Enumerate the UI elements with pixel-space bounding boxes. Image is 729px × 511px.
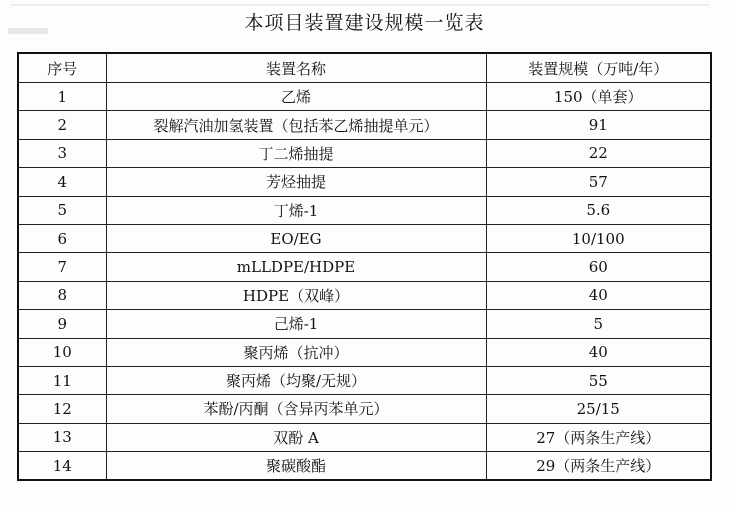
table-row [18, 139, 711, 167]
table-row [18, 281, 711, 309]
cell-name: 芳烃抽提 [106, 168, 486, 196]
cell-scale: 25/15 [486, 395, 711, 423]
cell-scale: 57 [486, 168, 711, 196]
cell-name: HDPE（双峰） [106, 281, 486, 309]
cell-name: 丁烯-1 [106, 196, 486, 224]
table-row [18, 366, 711, 394]
scan-artifact [10, 4, 710, 6]
table-row [18, 83, 711, 111]
column-header-name: 装置名称 [106, 53, 486, 83]
table-row [18, 452, 711, 481]
cell-no: 9 [18, 310, 106, 338]
table-row [18, 224, 711, 252]
cell-name: 苯酚/丙酮（含异丙苯单元） [106, 395, 486, 423]
table-row [18, 253, 711, 281]
cell-scale: 40 [486, 338, 711, 366]
cell-name: EO/EG [106, 224, 486, 252]
cell-scale: 40 [486, 281, 711, 309]
column-header-no: 序号 [18, 53, 106, 83]
table-row [18, 338, 711, 366]
cell-scale: 22 [486, 139, 711, 167]
table-row [18, 196, 711, 224]
cell-no: 8 [18, 281, 106, 309]
cell-name: 聚丙烯（均聚/无规） [106, 366, 486, 394]
table-row [18, 111, 711, 139]
table-row [18, 310, 711, 338]
cell-no: 1 [18, 83, 106, 111]
cell-name: 裂解汽油加氢装置（包括苯乙烯抽提单元） [106, 111, 486, 139]
cell-no: 14 [18, 452, 106, 481]
cell-no: 4 [18, 168, 106, 196]
table-header-row [18, 53, 711, 83]
cell-scale: 5 [486, 310, 711, 338]
cell-no: 3 [18, 139, 106, 167]
cell-no: 13 [18, 423, 106, 451]
cell-name: 双酚 A [106, 423, 486, 451]
cell-no: 6 [18, 224, 106, 252]
cell-scale: 150（单套） [486, 83, 711, 111]
cell-scale: 27（两条生产线） [486, 423, 711, 451]
table-row [18, 168, 711, 196]
cell-name: 己烯-1 [106, 310, 486, 338]
cell-name: 乙烯 [106, 83, 486, 111]
cell-no: 12 [18, 395, 106, 423]
cell-scale: 10/100 [486, 224, 711, 252]
cell-name: 丁二烯抽提 [106, 139, 486, 167]
cell-name: 聚碳酸酯 [106, 452, 486, 481]
cell-no: 11 [18, 366, 106, 394]
cell-scale: 60 [486, 253, 711, 281]
cell-no: 5 [18, 196, 106, 224]
cell-scale: 91 [486, 111, 711, 139]
table-row [18, 395, 711, 423]
column-header-scale: 装置规模（万吨/年） [486, 53, 711, 83]
cell-scale: 55 [486, 366, 711, 394]
cell-name: 聚丙烯（抗冲） [106, 338, 486, 366]
table-row [18, 423, 711, 451]
cell-scale: 29（两条生产线） [486, 452, 711, 481]
table-title: 本项目装置建设规模一览表 [244, 12, 485, 34]
cell-no: 10 [18, 338, 106, 366]
cell-no: 2 [18, 111, 106, 139]
cell-scale: 5.6 [486, 196, 711, 224]
cell-no: 7 [18, 253, 106, 281]
capacity-table [17, 52, 712, 481]
cell-name: mLLDPE/HDPE [106, 253, 486, 281]
